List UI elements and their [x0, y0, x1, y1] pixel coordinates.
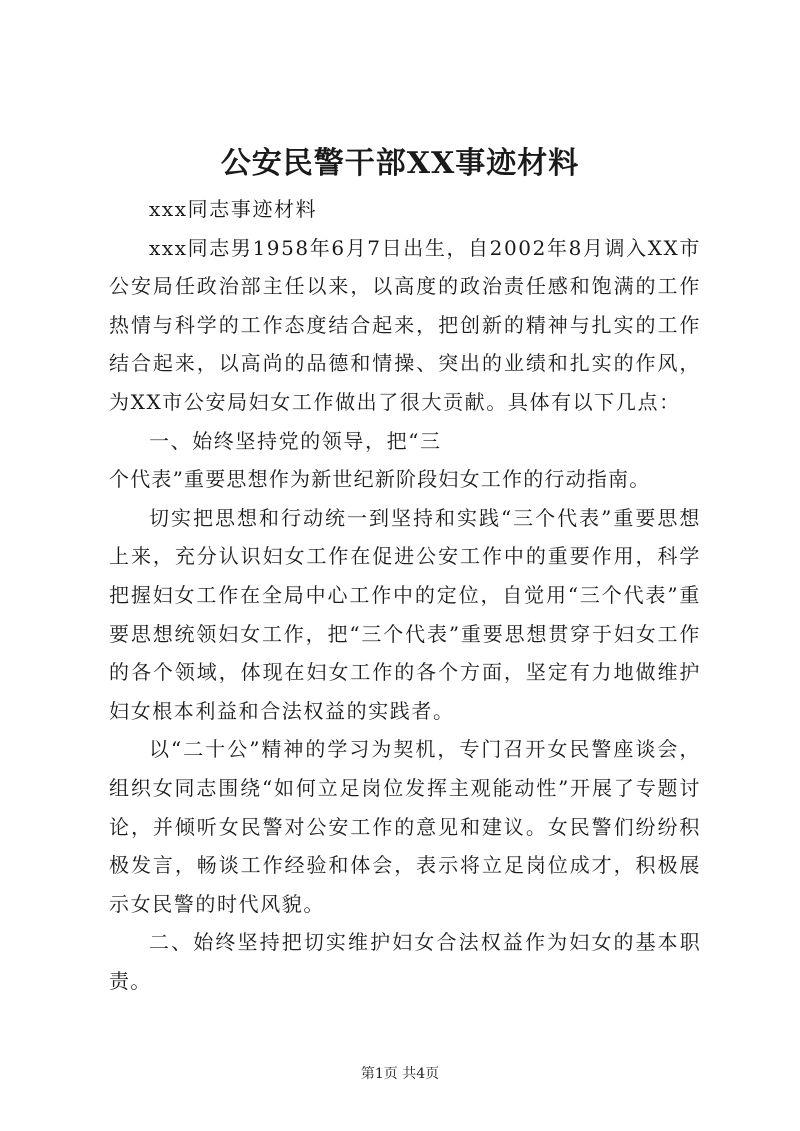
paragraph-section-one-activity: 以“二十公”精神的学习为契机，专门召开女民警座谈会，组织女同志围绕“如何立足岗位发挥主观能动性”开展了专题讨论，并倾听女民警对公安工作的意见和建议。女民警们纷纷积极发言，畅谈工作经验和体会，表示将立足岗位成才，积极展示女民警的时代风貌。	[109, 737, 701, 916]
paragraph-section-two-heading: 二、始终坚持把切实维护妇女合法权益作为妇女的基本职责。	[109, 930, 701, 993]
document-body	[109, 190, 701, 1000]
document-title: 公安民警干部XX事迹材料	[220, 146, 580, 181]
page-footer	[0, 1063, 800, 1085]
paragraph-subtitle: xxx同志事迹材料	[149, 197, 318, 221]
page-number-label: 第1页 共4页	[360, 1066, 440, 1082]
paragraph-intro: xxx同志男1958年6月7日出生，自2002年8月调入XX市公安局任政治部主任以来，以高度的政治责任感和饱满的工作热情与科学的工作态度结合起来，把创新的精神与扎实的工作结合起来，以高尚的品德和情操、突出的业绩和扎实的作风，为XX市公安局妇女工作做出了很大贡献。具体有以下几点：	[109, 235, 701, 414]
paragraph-section-one-heading-cont: 个代表”重要思想作为新世纪新阶段妇女工作的行动指南。	[109, 467, 651, 492]
paragraph-section-one-body: 切实把思想和行动统一到坚持和实践“三个代表”重要思想上来，充分认识妇女工作在促进公安工作中的重要作用，科学把握妇女工作在全局中心工作中的定位，自觉用“三个代表”重要思想统领妇女工作，把“三个代表”重要思想贯穿于妇女工作的各个领域，体现在妇女工作的各个方面，坚定有力地做维护妇女根本利益和合法权益的实践者。	[109, 505, 701, 723]
paragraph-section-one-heading: 一、始终坚持党的领导，把“三	[149, 428, 442, 453]
